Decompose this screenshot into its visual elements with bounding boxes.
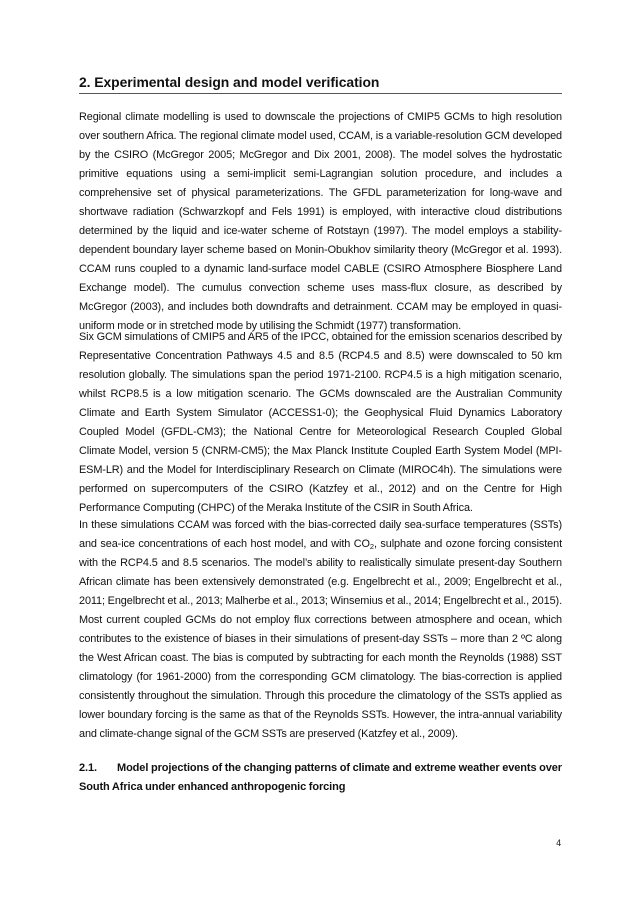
section-heading: 2. Experimental design and model verification xyxy=(79,74,562,94)
subsection-heading xyxy=(79,759,562,797)
subsection-number: 2.1. xyxy=(79,762,97,774)
paragraph-gcm-simulations: Six GCM simulations of CMIP5 and AR5 of the IPCC, obtained for the emission scenarios described by Representative Concentration Pathways 4.5 and 8.5 (RCP4.5 and 8.5) were downscaled to 50 km resolution globally. The simulations span the period 1971-2100. RCP4.5 is a high mitigation scenario, whilst RCP8.5 is a low mitigation scenario. The GCMs downscaled are the Australian Community Climate and Earth System Simulator (ACCESS1-0); the Geophysical Fluid Dynamics Laboratory Coupled Model (GFDL-CM3); the National Centre for Meteorological Research Coupled Global Climate Model, version 5 (CNRM-CM5); the Max Planck Institute Coupled Earth System Model (MPI-ESM-LR) and the Model for Interdisciplinary Research on Climate (MIROC4h). The simulations were performed on supercomputers of the CSIRO (Katzfey et al., 2012) and on the Centre for High Performance Computing (CHPC) of the Meraka Institute of the CSIR in South Africa. xyxy=(79,331,562,514)
subsection-title: Model projections of the changing patterns of climate and extreme weather events over South Africa under enhanced anthropogenic forcing xyxy=(79,762,562,793)
page-number: 4 xyxy=(556,839,562,849)
paragraph-text-part-2: , sulphate and ozone forcing consistent with the RCP4.5 and 8.5 scenarios. The model’s ability to realistically simulate present-day Southern African climate has been extensively demonstrated (e.g. Engelbrecht et al., 2009; Engelbrecht et al., 2011; Engelbrecht et al., 2013; Malherbe et al., 2013; Winsemius et al., 2014; Engelbrecht et al., 2015). Most current coupled GCMs do not employ flux corrections between atmosphere and ocean, which contributes to the existence of biases in their simulations of present-day SSTs – more than 2 ºC along the West African coast. The bias is computed by subtracting for each month the Reynolds (1988) SST climatology (for 1961-2000) from the corresponding GCM climatology. The bias-correction is applied consistently throughout the simulation. Through this procedure the climatology of the SSTs applied as lower boundary forcing is the same as that of the Reynolds SSTs. However, the intra-annual variability and climate-change signal of the GCM SSTs are preserved (Katzfey et al., 2009). xyxy=(79,538,562,740)
paragraph-bias-correction xyxy=(79,516,562,744)
paragraph-model-description: Regional climate modelling is used to downscale the projections of CMIP5 GCMs to high resolution over southern Africa. The regional climate model used, CCAM, is a variable-resolution GCM developed by the CSIRO (McGregor 2005; McGregor and Dix 2001, 2008). The model solves the hydrostatic primitive equations using a semi-implicit semi-Lagrangian solution procedure, and includes a comprehensive set of physical parameterizations. The GFDL parameterization for long-wave and shortwave radiation (Schwarzkopf and Fels 1991) is employed, with interactive cloud distributions determined by the liquid and ice-water scheme of Rotstayn (1997). The model employs a stability-dependent boundary layer scheme based on Monin-Obukhov similarity theory (McGregor et al. 1993). CCAM runs coupled to a dynamic land-surface model CABLE (CSIRO Atmosphere Biosphere Land Exchange model). The cumulus convection scheme uses mass-flux closure, as described by McGregor (2003), and includes both downdrafts and detrainment. CCAM may be employed in quasi-uniform mode or in stretched mode by utilising the Schmidt (1977) transformation. xyxy=(79,111,562,332)
paragraph-text-part-1: In these simulations CCAM was forced with the bias-corrected daily sea-surface temperatures (SSTs) and sea-ice concentrations of each host model, and with CO xyxy=(79,519,562,550)
subscript-2: 2 xyxy=(369,542,374,551)
